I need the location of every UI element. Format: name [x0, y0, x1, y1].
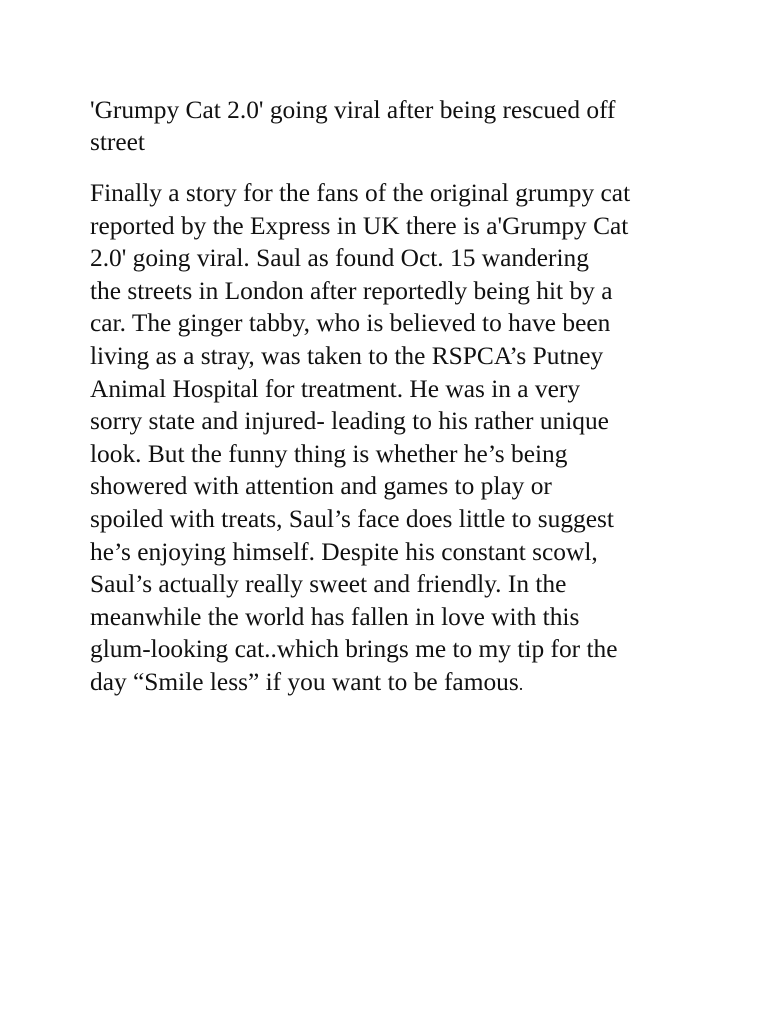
body-line: living as a stray, was taken to the RSPCA’s Putney: [90, 341, 604, 370]
article-body: [90, 177, 690, 701]
body-line: Saul’s actually really sweet and friendly. In the: [90, 570, 567, 599]
body-line: the streets in London after reportedly being hit by a: [90, 276, 613, 305]
body-line: 2.0' going viral. Saul as found Oct. 15 wandering: [90, 244, 589, 273]
title-line: 'Grumpy Cat 2.0' going viral after being rescued off: [90, 96, 616, 124]
body-line: Finally a story for the fans of the original grumpy cat: [90, 179, 631, 207]
body-line: spoiled with treats, Saul’s face does little to suggest: [90, 504, 614, 533]
final-period: .: [518, 673, 524, 694]
body-line: glum-looking cat..which brings me to my tip for the: [90, 635, 618, 664]
article-title: [90, 94, 690, 158]
body-line: reported by the Express in UK there is a'Grumpy Cat: [90, 211, 629, 240]
body-line-last: [90, 666, 690, 701]
title-line: street: [90, 128, 145, 156]
body-line: meanwhile the world has fallen in love with this: [90, 602, 580, 631]
body-line: look. But the funny thing is whether he’s being: [90, 439, 568, 468]
body-line-text: day “Smile less” if you want to be famous: [90, 667, 519, 696]
body-line: car. The ginger tabby, who is believed to have been: [90, 309, 611, 338]
body-line: sorry state and injured- leading to his rather unique: [90, 407, 609, 436]
body-line: showered with attention and games to play or: [90, 472, 552, 501]
body-line: he’s enjoying himself. Despite his constant scowl,: [90, 537, 598, 566]
body-line: Animal Hospital for treatment. He was in a very: [90, 374, 581, 403]
